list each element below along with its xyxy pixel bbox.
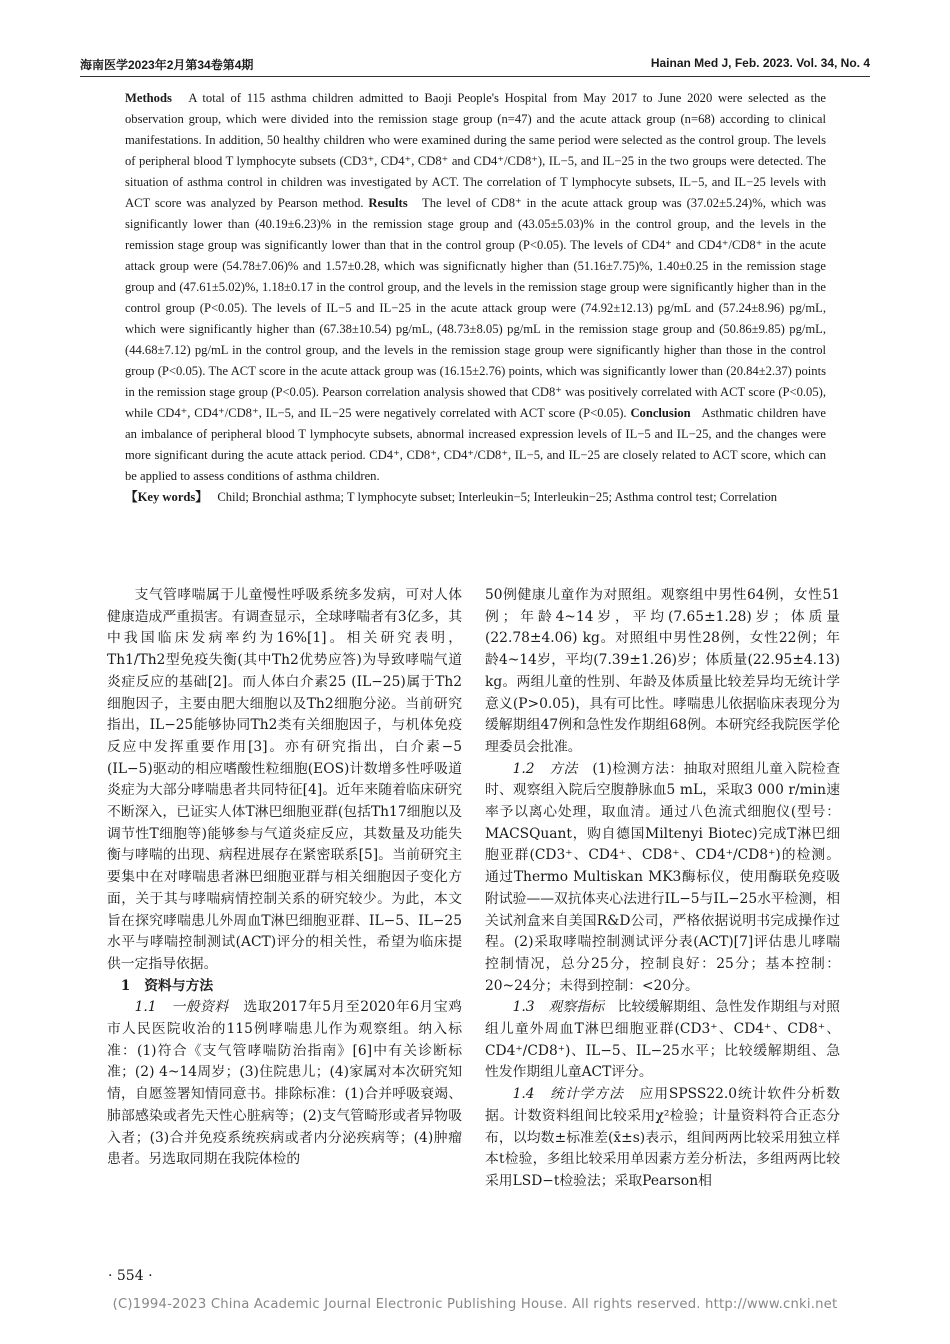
header-journal-cn: 海南医学2023年2月第34卷第4期 — [80, 58, 254, 72]
conclusion-text: Asthmatic children have an imbalance of peripheral blood T lymphocyte subsets, abnormal increased expression levels of IL−5 and IL−25, and the changes were more significant during the acute attack period. CD4⁺, CD8⁺, CD4⁺/CD8⁺, IL−5, and IL−25 are closely related to ACT score, which can be applied to assess conditions of asthma children. — [125, 406, 826, 483]
keywords-text: Child; Bronchial asthma; T lymphocyte subset; Interleukin−5; Interleukin−25; Asthma control test; Correlation — [217, 490, 778, 504]
right-column — [485, 585, 840, 1193]
english-abstract — [125, 88, 826, 508]
intro-paragraph: 支气管哮喘属于儿童慢性呼吸系统多发病，可对人体健康造成严重损害。有调查显示，全球哮喘者有3亿多，其中我国临床发病率约为16%[1]。相关研究表明，Th1/Th2型免疫失衡(其中Th2优势应答)为导致哮喘气道炎症反应的基础[2]。而人体白介素25 (IL−25)属于Th2细胞因子，主要由肥大细胞以及Th2细胞分泌。当前研究指出，IL−25能够协同Th2类有关细胞因子，与机体免疫反应中发挥重要作用[3]。亦有研究指出，白介素−5 (IL−5)驱动的相应嗜酸性粒细胞(EOS)计数增多性呼吸道炎症为大部分哮喘患者共同特征[4]。近年来随着临床研究不断深入，已证实人体T淋巴细胞亚群(包括Th17细胞以及调节性T细胞等)能够参与气道炎症反应，其数量及功能失衡与哮喘的出现、病程进展存在紧密联系[5]。当前研究主要集中在对哮喘患者淋巴细胞亚群与相关细胞因子变化方面，关于其与哮喘病情控制关系的研究较少。为此，本文旨在探究哮喘患儿外周血T淋巴细胞亚群、IL−5、IL−25水平与哮喘控制测试(ACT)评分的相关性，希望为临床提供一定指导依据。 — [107, 587, 462, 972]
section-1-1-label: 1.1 一般资料 — [134, 999, 229, 1016]
section-1-4-label: 1.4 统计学方法 — [512, 1086, 624, 1103]
keywords-label: 【Key words】 — [125, 490, 208, 504]
section-1-4-text: 应用SPSS22.0统计软件分析数据。计数资料组间比较采用χ²检验；计量资料符合正态分布，以均数±标准差(x̄±s)表示，组间两两比较采用独立样本t检验，多组比较采用单因素方差分析法，多组两两比较采用LSD−t检验法；采取Pearson相 — [485, 1086, 840, 1189]
results-text: The level of CD8⁺ in the acute attack group was (37.02±5.24)%, which was significantly lower than (40.19±6.23)% in the remission stage group and (43.05±5.03)% in the control group, and the levels in the remission stage group was significantly lower than that in the control group (P<0.05). The levels of CD4⁺ and CD4⁺/CD8⁺ in the acute attack group were (54.78±7.06)% and 1.57±0.28, which was significnatly higher than (51.16±7.75)%, 1.40±0.25 in the remission stage group and (47.61±5.02)%, 1.18±0.17 in the control group, and the levels in the remission stage group were significantly higher than in the control group (P<0.05). The levels of IL−5 and IL−25 in the acute attack group were (74.92±12.13) pg/mL and (57.24±8.96) pg/mL, which were significantly higher than (67.38±10.54) pg/mL, (48.73±8.05) pg/mL in the remission stage group and (50.86±9.85) pg/mL, (44.68±7.12) pg/mL in the control group, and the levels in the remission stage group were significantly higher than those in the control group (P<0.05). The ACT score in the acute attack group was (16.15±2.76) points, which was significantly lower than (20.84±2.37) points in the remission stage group (P<0.05). Pearson correlation analysis showed that CD8⁺ was positively correlated with ACT score (P<0.05), while CD4⁺, CD4⁺/CD8⁺, IL−5, and IL−25 were negatively correlated with ACT score (P<0.05). — [125, 196, 827, 420]
section-1-title: 1 资料与方法 — [120, 977, 214, 994]
section-1-1-text: 选取2017年5月至2020年6月宝鸡市人民医院收治的115例哮喘患儿作为观察组。纳入标准：(1)符合《支气管哮喘防治指南》[6]中有关诊断标准；(2) 4~14周岁；(3)住院患儿；(4)家属对本次研究知情，自愿签署知情同意书。排除标准：(1)合并呼吸衰竭、肺部感染或者先天性心脏病等；(2)支气管畸形或者异物吸入者；(3)合并免疫系统疾病或者内分泌疾病等；(4)肿瘤患者。另选取同期在我院体检的 — [107, 999, 462, 1168]
results-label: Results — [368, 196, 408, 210]
section-1-3-label: 1.3 观察指标 — [512, 999, 605, 1016]
abstract-body — [125, 88, 826, 487]
keywords — [125, 487, 826, 508]
running-header — [80, 56, 870, 76]
section-1-1 — [107, 997, 462, 1171]
methods-text: A total of 115 asthma children admitted to Baoji People's Hospital from May 2017 to June 2020 were selected as the observation group, which were divided into the remission stage group (n=47) and the acute attack group (n=68) according to clinical manifestations. In addition, 50 healthy children who were examined during the same period were selected as the control group. The levels of peripheral blood T lymphocyte subsets (CD3⁺, CD4⁺, CD8⁺ and CD4⁺/CD8⁺), IL−5, and IL−25 in the two groups were detected. The situation of asthma control in children was investigated by ACT. The correlation of T lymphocyte subsets, IL−5, and IL−25 levels with ACT score was analyzed by Pearson method. — [125, 91, 826, 210]
section-1-3-text: 比较缓解期组、急性发作期组与对照组儿童外周血T淋巴细胞亚群(CD3⁺、CD4⁺、CD8⁺、CD4⁺/CD8⁺)、IL−5、IL−25水平；比较缓解期组、急性发作期组儿童ACT评分。 — [485, 999, 840, 1081]
methods-label: Methods — [125, 91, 172, 105]
header-journal-en: Hainan Med J, Feb. 2023. Vol. 34, No. 4 — [650, 56, 870, 70]
page-number: · 554 · — [108, 1268, 153, 1284]
header-rule — [80, 76, 870, 77]
continued-paragraph: 50例健康儿童作为对照组。观察组中男性64例，女性51例；年龄4~14岁，平均(7.65±1.28)岁；体质量(22.78±4.06) kg。对照组中男性28例，女性22例；年龄4~14岁，平均(7.39±1.26)岁；体质量(22.95±4.13) kg。两组儿童的性别、年龄及体质量比较差异均无统计学意义(P>0.05)，具有可比性。哮喘患儿依据临床表现分为缓解期组47例和急性发作期组68例。本研究经我院医学伦理委员会批准。 — [485, 587, 840, 755]
conclusion-label: Conclusion — [630, 406, 691, 420]
left-column — [107, 585, 462, 1171]
section-1-3 — [485, 997, 840, 1084]
section-1-2-text: (1)检测方法：抽取对照组儿童入院检查时、观察组入院后空腹静脉血5 mL，采取3 000 r/min速率予以离心处理，取血清。通过八色流式细胞仪(型号：MACSQuant，购自德国Miltenyi Biotec)完成T淋巴细胞亚群(CD3⁺、CD4⁺、CD8⁺、CD4⁺/CD8⁺)的检测。通过Thermo Multiskan MK3酶标仪，使用酶联免疫吸附试验——双抗体夹心法进行IL−5与IL−25水平检测，相关试剂盒来自美国R&D公司，严格依据说明书完成操作过程。(2)采取哮喘控制测试评分表(ACT)[7]评估患儿哮喘控制情况，总分25分，控制良好：25分；基本控制：20~24分；未得到控制：<20分。 — [485, 760, 840, 994]
section-1-2 — [485, 759, 840, 998]
section-1-4 — [485, 1084, 840, 1193]
copyright-footer: (C)1994-2023 China Academic Journal Electronic Publishing House. All rights reserved. http://www.cnki.net — [112, 1297, 838, 1312]
section-1-2-label: 1.2 方法 — [512, 760, 578, 777]
